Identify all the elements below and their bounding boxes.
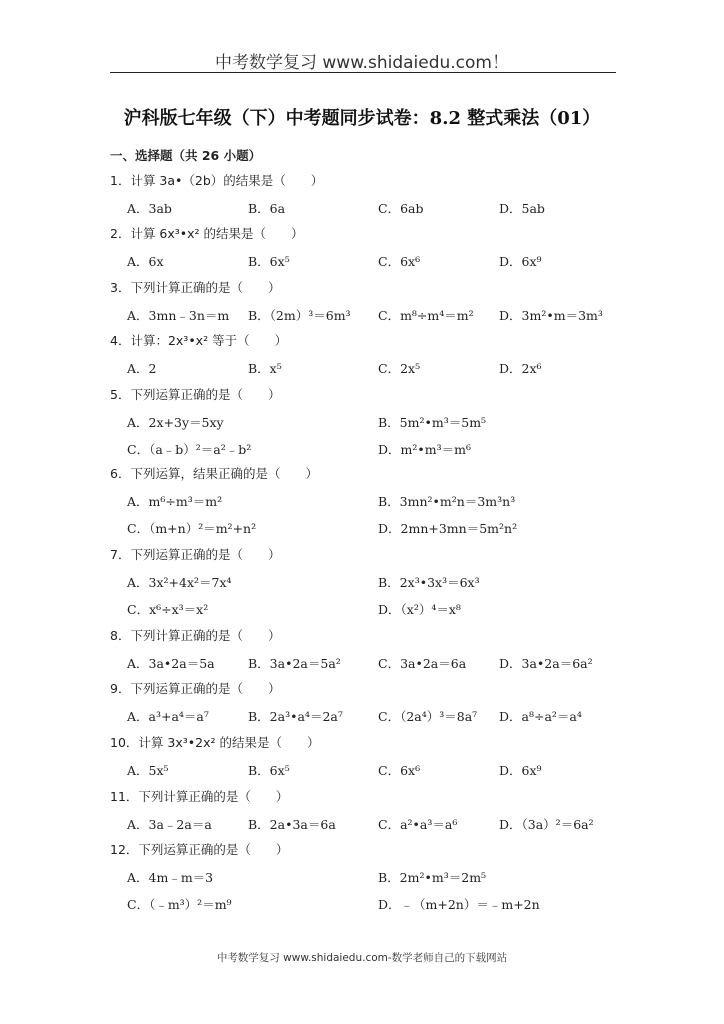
answer-option[interactable]: B．6x⁵ [248, 254, 290, 269]
question-stem: 11．下列计算正确的是（ ） [110, 789, 289, 804]
answer-option[interactable]: D．5ab [499, 201, 545, 216]
answer-option[interactable]: A．m⁶÷m³＝m² [127, 494, 223, 509]
answer-option[interactable]: A．3x²+4x²＝7x⁴ [127, 575, 232, 590]
question-stem: 8．下列计算正确的是（ ） [110, 628, 281, 643]
answer-option[interactable]: B．x⁵ [248, 361, 282, 376]
answer-option[interactable]: B．5m²•m³＝5m⁵ [378, 415, 487, 430]
answer-option[interactable]: B．2a•3a＝6a [248, 817, 336, 832]
answer-option[interactable]: C．（﹣m³）²＝m⁹ [127, 897, 232, 912]
answer-option[interactable]: D．（x²）⁴＝x⁸ [378, 602, 461, 617]
answer-option[interactable]: B．2a³•a⁴＝2a⁷ [248, 709, 343, 724]
question-stem: 9．下列运算正确的是（ ） [110, 681, 281, 696]
header-divider [110, 72, 616, 73]
answer-option[interactable]: B．3mn²•m²n＝3m³n³ [378, 494, 516, 509]
answer-option[interactable]: C．（m+n）²＝m²+n² [127, 521, 257, 536]
answer-option[interactable]: C．6x⁶ [378, 763, 421, 778]
answer-option[interactable]: B．（2m）³＝6m³ [248, 308, 351, 323]
answer-option[interactable]: D．a⁸÷a²＝a⁴ [499, 709, 582, 724]
page-header: 中考数学复习 www.shidaiedu.com！ [215, 53, 509, 73]
answer-option[interactable]: C．6ab [378, 201, 424, 216]
answer-option[interactable]: D．m²•m³＝m⁶ [378, 442, 471, 457]
question-stem: 5．下列运算正确的是（ ） [110, 387, 281, 402]
answer-option[interactable]: C．（2a⁴）³＝8a⁷ [378, 709, 478, 724]
answer-option[interactable]: D．3m²•m＝3m³ [499, 308, 603, 323]
answer-option[interactable]: C．a²•a³＝a⁶ [378, 817, 458, 832]
answer-option[interactable]: A．2 [127, 361, 157, 376]
answer-option[interactable]: A．3a•2a＝5a [127, 656, 215, 671]
answer-option[interactable]: B．2x³•3x³＝6x³ [378, 575, 480, 590]
question-stem: 7．下列运算正确的是（ ） [110, 547, 281, 562]
question-stem: 6．下列运算，结果正确的是（ ） [110, 466, 318, 481]
question-stem: 12．下列运算正确的是（ ） [110, 842, 289, 857]
page-footer: 中考数学复习 www.shidaiedu.com-数学老师自己的下载网站 [216, 952, 508, 964]
answer-option[interactable]: C．（a﹣b）²＝a²﹣b² [127, 442, 252, 457]
question-stem: 3．下列计算正确的是（ ） [110, 280, 281, 295]
answer-option[interactable]: A．4m﹣m＝3 [127, 870, 214, 885]
answer-option[interactable]: B．6a [248, 201, 286, 216]
answer-option[interactable]: A．3mn﹣3n＝m [127, 308, 230, 323]
answer-option[interactable]: A．2x+3y＝5xy [127, 415, 224, 430]
answer-option[interactable]: D．6x⁹ [499, 763, 542, 778]
page-title: 沪科版七年级（下）中考题同步试卷：8.2 整式乘法（01） [123, 108, 601, 129]
answer-option[interactable]: D．2x⁶ [499, 361, 542, 376]
answer-option[interactable]: C．6x⁶ [378, 254, 421, 269]
question-stem: 1．计算 3a•（2b）的结果是（ ） [110, 173, 324, 188]
answer-option[interactable]: D．3a•2a＝6a² [499, 656, 593, 671]
section-heading: 一、选择题（共 26 小题） [110, 148, 262, 163]
answer-option[interactable]: A．3ab [127, 201, 172, 216]
answer-option[interactable]: D．﹣（m+2n）＝﹣m+2n [378, 897, 540, 912]
answer-option[interactable]: A．a³+a⁴＝a⁷ [127, 709, 209, 724]
answer-option[interactable]: C．x⁶÷x³＝x² [127, 602, 209, 617]
answer-option[interactable]: D．6x⁹ [499, 254, 542, 269]
answer-option[interactable]: C．m⁸÷m⁴＝m² [378, 308, 474, 323]
question-stem: 10．计算 3x³•2x² 的结果是（ ） [110, 735, 320, 750]
answer-option[interactable]: A．6x [127, 254, 164, 269]
answer-option[interactable]: B．6x⁵ [248, 763, 290, 778]
answer-option[interactable]: D．2mn+3mn＝5m²n² [378, 521, 518, 536]
answer-option[interactable]: B．2m²•m³＝2m⁵ [378, 870, 487, 885]
question-stem: 4．计算：2x³•x² 等于（ ） [110, 333, 288, 348]
answer-option[interactable]: C．3a•2a＝6a [378, 656, 467, 671]
answer-option[interactable]: C．2x⁵ [378, 361, 421, 376]
question-stem: 2．计算 6x³•x² 的结果是（ ） [110, 226, 304, 241]
answer-option[interactable]: B．3a•2a＝5a² [248, 656, 341, 671]
answer-option[interactable]: A．5x⁵ [127, 763, 169, 778]
answer-option[interactable]: A．3a﹣2a＝a [127, 817, 212, 832]
answer-option[interactable]: D．（3a）²＝6a² [499, 817, 594, 832]
